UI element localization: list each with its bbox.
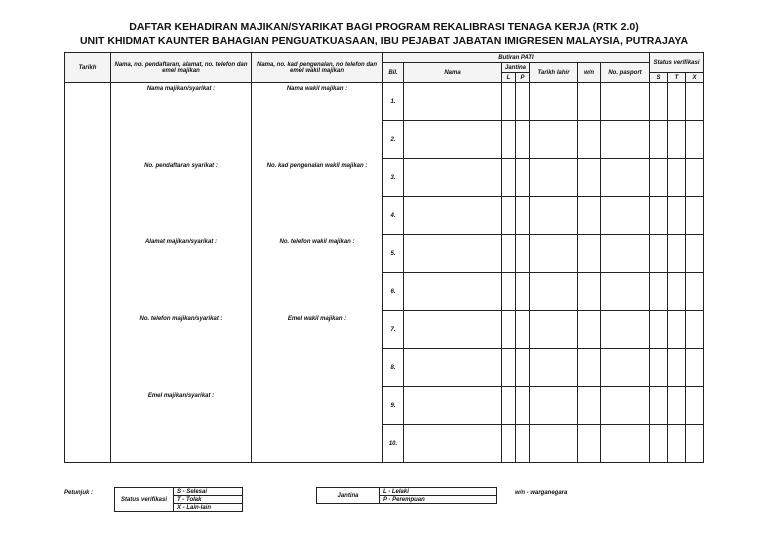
nama-cell[interactable] [404, 197, 502, 235]
t-cell[interactable] [668, 425, 686, 463]
t-cell[interactable] [668, 387, 686, 425]
row-number: 5. [383, 235, 404, 273]
l-cell[interactable] [502, 273, 516, 311]
t-cell[interactable] [668, 235, 686, 273]
p-cell[interactable] [516, 387, 530, 425]
header-pasport: No. pasport [601, 63, 650, 83]
tarikh-cell[interactable] [65, 83, 111, 463]
wn-cell[interactable] [578, 235, 601, 273]
document-subtitle: UNIT KHIDMAT KAUNTER BAHAGIAN PENGUATKUASAAN, IBU PEJABAT JABATAN IMIGRESEN MALAYSIA, PUTRAJAYA [79, 35, 689, 47]
l-cell[interactable] [502, 159, 516, 197]
pasport-cell[interactable] [601, 311, 650, 349]
majikan-label-pendaftaran: No. pendaftaran syarikat : [144, 163, 218, 169]
p-cell[interactable] [516, 235, 530, 273]
t-cell[interactable] [668, 349, 686, 387]
x-cell[interactable] [686, 197, 704, 235]
l-cell[interactable] [502, 349, 516, 387]
tarikh-lahir-cell[interactable] [530, 235, 578, 273]
header-tarikh-lahir: Tarikh lahir [530, 63, 578, 83]
wn-cell[interactable] [578, 121, 601, 159]
header-status-verifikasi: Status verifikasi [650, 53, 704, 73]
header-tarikh: Tarikh [65, 53, 111, 83]
x-cell[interactable] [686, 425, 704, 463]
tarikh-lahir-cell[interactable] [530, 387, 578, 425]
wn-cell[interactable] [578, 425, 601, 463]
s-cell[interactable] [650, 425, 668, 463]
l-cell[interactable] [502, 197, 516, 235]
legend-wn-note: w/n - warganegara [515, 490, 568, 496]
t-cell[interactable] [668, 311, 686, 349]
header-l: L [502, 73, 516, 83]
pasport-cell[interactable] [601, 197, 650, 235]
s-cell[interactable] [650, 83, 668, 121]
pasport-cell[interactable] [601, 83, 650, 121]
attendance-table [64, 52, 704, 463]
l-cell[interactable] [502, 387, 516, 425]
legend-status-label: Status verifikasi [115, 488, 174, 512]
nama-cell[interactable] [404, 235, 502, 273]
nama-cell[interactable] [404, 83, 502, 121]
p-cell[interactable] [516, 273, 530, 311]
p-cell[interactable] [516, 425, 530, 463]
legend-status-t: T - Tolak [174, 496, 243, 504]
pasport-cell[interactable] [601, 349, 650, 387]
legend-petunjuk: Petunjuk : [64, 490, 94, 496]
wn-cell[interactable] [578, 387, 601, 425]
wn-cell[interactable] [578, 159, 601, 197]
p-cell[interactable] [516, 311, 530, 349]
s-cell[interactable] [650, 311, 668, 349]
nama-cell[interactable] [404, 387, 502, 425]
t-cell[interactable] [668, 273, 686, 311]
majikan-label-alamat: Alamat majikan/syarikat : [144, 239, 218, 245]
document-title: DAFTAR KEHADIRAN MAJIKAN/SYARIKAT BAGI PROGRAM REKALIBRASI TENAGA KERJA (RTK 2.0) [129, 21, 639, 33]
pasport-cell[interactable] [601, 121, 650, 159]
legend-jantina-l: L - Lelaki [380, 488, 497, 496]
p-cell[interactable] [516, 159, 530, 197]
tarikh-lahir-cell[interactable] [530, 83, 578, 121]
x-cell[interactable] [686, 387, 704, 425]
pasport-cell[interactable] [601, 235, 650, 273]
pasport-cell[interactable] [601, 387, 650, 425]
wakil-label-telefon: No. telefon wakil majikan : [279, 239, 355, 245]
p-cell[interactable] [516, 197, 530, 235]
p-cell[interactable] [516, 83, 530, 121]
legend-status-x: X - Lain-lain [174, 504, 243, 512]
header-p: P [516, 73, 530, 83]
row-number: 7. [383, 311, 404, 349]
wakil-label-kad-pengenalan: No. kad pengenalan wakil majikan : [266, 163, 368, 169]
tarikh-lahir-cell[interactable] [530, 197, 578, 235]
tarikh-lahir-cell[interactable] [530, 121, 578, 159]
row-number: 3. [383, 159, 404, 197]
x-cell[interactable] [686, 273, 704, 311]
wn-cell[interactable] [578, 311, 601, 349]
header-wakil: Nama, no. kad pengenalan, no telefon dan emel wakil majikan [252, 53, 383, 83]
p-cell[interactable] [516, 349, 530, 387]
tarikh-lahir-cell[interactable] [530, 425, 578, 463]
row-number: 1. [383, 83, 404, 121]
t-cell[interactable] [668, 159, 686, 197]
legend-jantina-p: P - Perempuan [380, 496, 497, 504]
row-number: 6. [383, 273, 404, 311]
legend-status-box [114, 487, 243, 512]
wn-cell[interactable] [578, 197, 601, 235]
pasport-cell[interactable] [601, 273, 650, 311]
tarikh-lahir-cell[interactable] [530, 273, 578, 311]
s-cell[interactable] [650, 121, 668, 159]
legend-status-s: S - Selesai [174, 488, 243, 496]
header-butiran-pati: Butiran PATI [383, 53, 650, 63]
header-jantina: Jantina [502, 63, 530, 73]
header-bil: Bil. [383, 63, 404, 83]
tarikh-lahir-cell[interactable] [530, 349, 578, 387]
nama-cell[interactable] [404, 349, 502, 387]
majikan-info-cell[interactable] [111, 83, 252, 463]
x-cell[interactable] [686, 121, 704, 159]
s-cell[interactable] [650, 273, 668, 311]
majikan-label-emel: Emel majikan/syarikat : [147, 393, 215, 399]
nama-cell[interactable] [404, 159, 502, 197]
wn-cell[interactable] [578, 273, 601, 311]
x-cell[interactable] [686, 159, 704, 197]
wakil-label-emel: Emel wakil majikan : [287, 316, 347, 322]
nama-cell[interactable] [404, 273, 502, 311]
s-cell[interactable] [650, 197, 668, 235]
t-cell[interactable] [668, 83, 686, 121]
nama-cell[interactable] [404, 425, 502, 463]
s-cell[interactable] [650, 349, 668, 387]
nama-cell[interactable] [404, 121, 502, 159]
s-cell[interactable] [650, 159, 668, 197]
wakil-label-nama: Nama wakil majikan : [286, 86, 348, 92]
wn-cell[interactable] [578, 349, 601, 387]
majikan-label-telefon: No. telefon majikan/syarikat : [139, 316, 223, 322]
x-cell[interactable] [686, 349, 704, 387]
t-cell[interactable] [668, 197, 686, 235]
l-cell[interactable] [502, 121, 516, 159]
x-cell[interactable] [686, 235, 704, 273]
wakil-info-cell[interactable] [252, 83, 383, 463]
tarikh-lahir-cell[interactable] [530, 159, 578, 197]
l-cell[interactable] [502, 235, 516, 273]
t-cell[interactable] [668, 121, 686, 159]
row-number: 9. [383, 387, 404, 425]
pasport-cell[interactable] [601, 159, 650, 197]
wn-cell[interactable] [578, 83, 601, 121]
header-t: T [668, 73, 686, 83]
header-majikan: Nama, no. pendaftaran, alamat, no. telefon dan emel majikan [111, 53, 252, 83]
header-wn: w/n [578, 63, 601, 83]
pasport-cell[interactable] [601, 425, 650, 463]
header-nama: Nama [404, 63, 502, 83]
s-cell[interactable] [650, 235, 668, 273]
row-number: 4. [383, 197, 404, 235]
row-number: 8. [383, 349, 404, 387]
l-cell[interactable] [502, 425, 516, 463]
row-number: 2. [383, 121, 404, 159]
l-cell[interactable] [502, 311, 516, 349]
header-x: X [686, 73, 704, 83]
header-s: S [650, 73, 668, 83]
row-number: 10. [383, 425, 404, 463]
nama-cell[interactable] [404, 311, 502, 349]
tarikh-lahir-cell[interactable] [530, 311, 578, 349]
x-cell[interactable] [686, 311, 704, 349]
x-cell[interactable] [686, 83, 704, 121]
s-cell[interactable] [650, 387, 668, 425]
legend-jantina-box [316, 487, 497, 504]
p-cell[interactable] [516, 121, 530, 159]
majikan-label-nama: Nama majikan/syarikat : [146, 86, 216, 92]
legend-jantina-label: Jantina [317, 488, 380, 504]
l-cell[interactable] [502, 83, 516, 121]
